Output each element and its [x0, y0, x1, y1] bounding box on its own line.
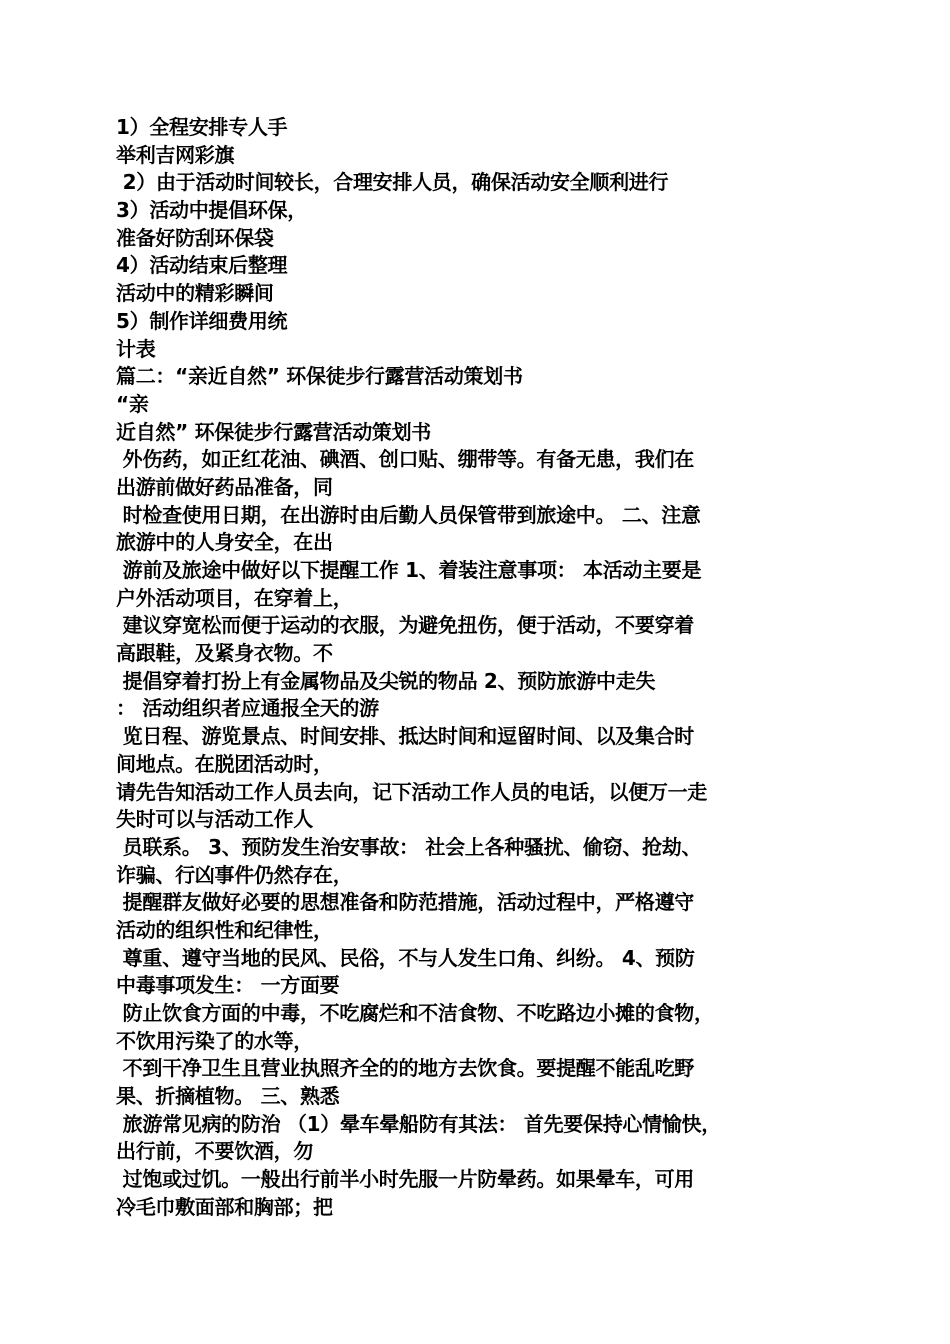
text-line: 果、折摘植物。 三、熟悉: [116, 1084, 340, 1109]
text-line: 准备好防刮环保袋: [116, 225, 274, 250]
text-line: 2）由于活动时间较长，合理安排人员，确保活动安全顺利进行: [116, 170, 669, 195]
text-line: 不到干净卫生且营业执照齐全的的地方去饮食。要提醒不能乱吃野: [116, 1056, 694, 1081]
text-line: 近自然” 环保徒步行露营活动策划书: [116, 419, 432, 444]
text-line: 过饱或过饥。一般出行前半小时先服一片防晕药。如果晕车，可用: [116, 1167, 694, 1192]
text-line: 间地点。在脱团活动时，: [116, 751, 333, 776]
text-line: 1）全程安排专人手: [116, 115, 288, 139]
text-line: 提倡穿着打扮上有金属物品及尖锐的物品 2、预防旅游中走失: [116, 668, 656, 693]
text-line: 时检查使用日期，在出游时由后勤人员保管带到旅途中。 二、注意: [116, 502, 701, 527]
text-line: 计表: [116, 336, 156, 361]
text-line: 4）活动结束后整理: [116, 253, 288, 278]
text-line: 失时可以与活动工作人: [116, 807, 313, 832]
text-line: 请先告知活动工作人员去向，记下活动工作人员的电话，以便万一走: [116, 779, 707, 804]
text-line: 建议穿宽松而便于运动的衣服，为避免扭伤，便于活动，不要穿着: [116, 613, 694, 638]
text-line: 举利吉网彩旗: [116, 142, 235, 167]
text-line: 活动的组织性和纪律性，: [116, 917, 333, 942]
text-line: 览日程、游览景点、时间安排、抵达时间和逗留时间、以及集合时: [116, 724, 694, 749]
text-line: 旅游常见病的防治 （1）晕车晕船防有其法： 首先要保持心情愉快，: [116, 1111, 721, 1136]
text-line: 户外活动项目，在穿着上，: [116, 585, 353, 610]
text-line: 中毒事项发生： 一方面要: [116, 973, 340, 998]
text-line: 外伤药，如正红花油、碘酒、创口贴、绷带等。有备无患，我们在: [116, 447, 694, 472]
text-line: 出行前，不要饮酒，勿: [116, 1139, 313, 1164]
text-line: 尊重、遵守当地的民风、民俗，不与人发生口角、纠纷。 4、预防: [116, 945, 695, 970]
text-line: 提醒群友做好必要的思想准备和防范措施，活动过程中，严格遵守: [116, 890, 694, 915]
text-line: 篇二：“亲近自然” 环保徒步行露营活动策划书: [116, 364, 523, 389]
text-line: 旅游中的人身安全，在出: [116, 530, 333, 555]
text-line: 高跟鞋，及紧身衣物。不: [116, 641, 333, 666]
text-line: “亲: [116, 391, 149, 416]
document-body: [116, 114, 846, 1222]
text-line: 不饮用污染了的水等，: [116, 1028, 313, 1053]
text-line: 3）活动中提倡环保，: [116, 198, 307, 223]
text-line: 员联系。 3、预防发生治安事故： 社会上各种骚扰、偷窃、抢劫、: [116, 834, 702, 859]
text-line: 5）制作详细费用统: [116, 308, 288, 333]
text-line: 游前及旅途中做好以下提醒工作 1、着装注意事项： 本活动主要是: [116, 558, 702, 582]
text-line: 诈骗、行凶事件仍然存在，: [116, 862, 353, 887]
text-line: 冷毛巾敷面部和胸部；把: [116, 1194, 333, 1219]
text-line: 防止饮食方面的中毒，不吃腐烂和不洁食物、不吃路边小摊的食物，: [116, 1001, 714, 1025]
text-line: 出游前做好药品准备，同: [116, 474, 333, 499]
text-line: 活动中的精彩瞬间: [116, 281, 274, 306]
text-line: ： 活动组织者应通报全天的游: [116, 696, 379, 721]
